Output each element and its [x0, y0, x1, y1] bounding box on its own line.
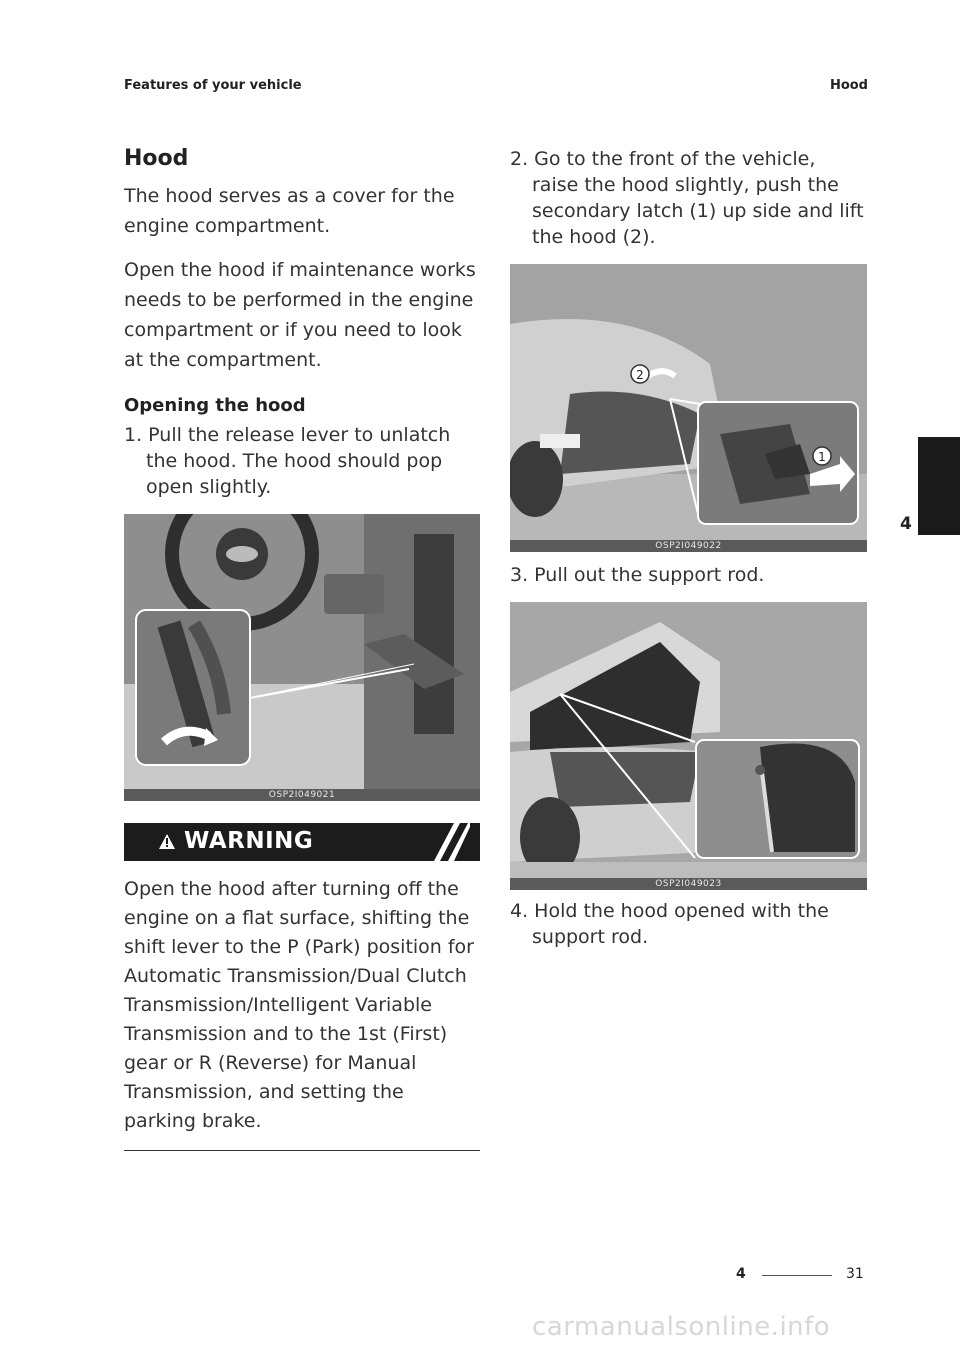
step-3: 3. Pull out the support rod.: [510, 564, 765, 586]
support-rod-illustration: [510, 602, 867, 890]
step-2: 2. Go to the front of the vehicle, raise the hood slightly, push the secondary latch (1) up side and lift the hood (2).: [510, 148, 864, 248]
right-column: [510, 146, 867, 964]
warning-triangle-icon: [158, 833, 176, 850]
running-header-topic: Hood: [829, 78, 868, 93]
watermark: carmanualsonline.info: [532, 1312, 831, 1342]
left-column: [124, 146, 480, 1151]
callout-1: 1: [818, 450, 826, 464]
figure-release-lever: [124, 514, 480, 801]
figure-support-rod: [510, 602, 867, 890]
subsection-title: Opening the hood: [124, 395, 306, 416]
step-1: 1. Pull the release lever to unlatch the hood. The hood should pop open slightly.: [124, 424, 451, 498]
footer-divider: [762, 1275, 832, 1276]
release-lever-illustration: [124, 514, 480, 801]
section-title: Hood: [124, 146, 189, 171]
chapter-side-number: 4: [900, 514, 912, 534]
figure-code: OSP2I049022: [510, 540, 867, 552]
footer-chapter: 4: [736, 1266, 746, 1282]
figure-secondary-latch: [510, 264, 867, 552]
step-4: 4. Hold the hood opened with the support rod.: [510, 900, 829, 948]
chapter-side-tab: [918, 437, 960, 535]
running-header-section: Features of your vehicle: [124, 78, 302, 93]
warning-text: Open the hood after turning off the engine on a flat surface, shifting the shift lever to the P (Park) position for Automatic Transmission/Dual Clutch Transmission/Intelligent Variable Transmission and to the 1st (First) gear or R (Reverse) for Manual Transmission, and setting the parking brake.: [124, 878, 474, 1132]
warning-end-rule: [124, 1150, 480, 1151]
intro-paragraph: The hood serves as a cover for the engine compartment.: [124, 185, 455, 237]
secondary-latch-illustration: [510, 264, 867, 552]
maintenance-paragraph: Open the hood if maintenance works needs to be performed in the engine compartment or if you need to look at the compartment.: [124, 259, 476, 371]
callout-2: 2: [636, 368, 644, 382]
figure-code: OSP2I049021: [124, 789, 480, 801]
figure-code: OSP2I049023: [510, 878, 867, 890]
warning-stripes-icon: [430, 823, 470, 861]
warning-banner: [124, 823, 480, 861]
footer-page-number: 31: [846, 1266, 864, 1282]
warning-label: WARNING: [184, 828, 314, 854]
